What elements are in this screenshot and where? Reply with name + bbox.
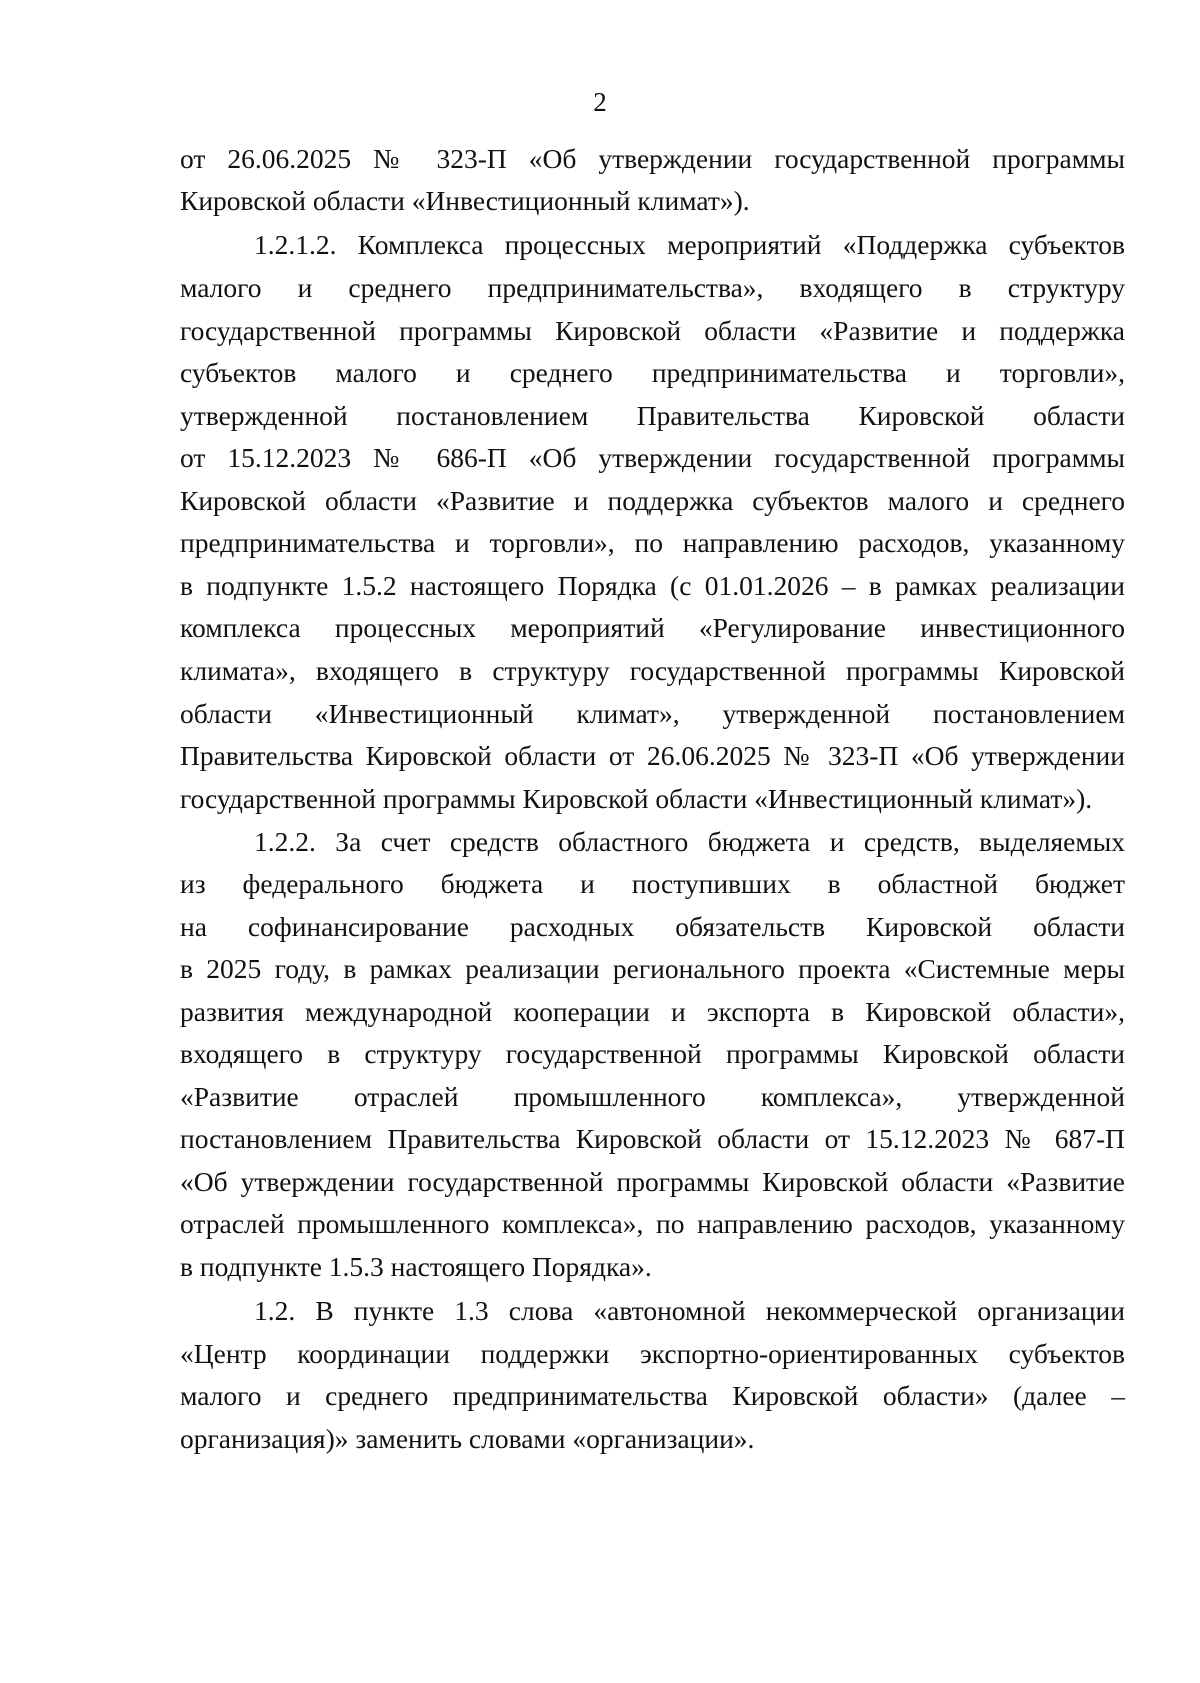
text-line: «Об утверждении государственной программы Кировской области «Развитие	[180, 1166, 1125, 1197]
text-line: организация)» заменить словами «организации».	[180, 1423, 755, 1454]
text-line: предпринимательства и торговли», по направлению расходов, указанному	[180, 527, 1125, 558]
text-line: малого и среднего предпринимательства Кировской области» (далее –	[180, 1380, 1125, 1411]
text-line: Кировской области «Инвестиционный климат»).	[180, 185, 750, 216]
text-line: «Центр координации поддержки экспортно-ориентированных субъектов	[180, 1338, 1125, 1369]
text-line: утвержденной постановлением Правительства Кировской области	[180, 400, 1125, 431]
text-line: в подпункте 1.5.2 настоящего Порядка (с 01.01.2026 – в рамках реализации	[180, 570, 1125, 601]
text-line: Правительства Кировской области от 26.06.2025 № 323-П «Об утверждении	[180, 740, 1125, 771]
text-line: субъектов малого и среднего предпринимательства и торговли»,	[180, 357, 1125, 388]
text-line: климата», входящего в структуру государственной программы Кировской	[180, 655, 1125, 686]
text-line: в подпункте 1.5.3 настоящего Порядка».	[180, 1251, 652, 1282]
text-line: Кировской области «Развитие и поддержка субъектов малого и среднего	[180, 485, 1125, 516]
text-line: 1.2. В пункте 1.3 слова «автономной некоммерческой организации	[254, 1295, 1125, 1326]
text-line: входящего в структуру государственной программы Кировской области	[180, 1038, 1125, 1069]
text-line: малого и среднего предпринимательства», входящего в структуру	[180, 272, 1125, 303]
text-line: в 2025 году, в рамках реализации регионального проекта «Системные меры	[180, 953, 1125, 984]
text-line: области «Инвестиционный климат», утвержденной постановлением	[180, 698, 1125, 729]
text-line: от 15.12.2023 № 686-П «Об утверждении государственной программы	[180, 442, 1125, 473]
text-line: государственной программы Кировской области «Инвестиционный климат»).	[180, 783, 1093, 814]
text-line: 1.2.2. За счет средств областного бюджета и средств, выделяемых	[254, 826, 1125, 857]
text-line: развития международной кооперации и экспорта в Кировской области»,	[180, 996, 1125, 1027]
text-line: из федерального бюджета и поступивших в областной бюджет	[180, 868, 1125, 899]
text-line: государственной программы Кировской области «Развитие и поддержка	[180, 315, 1125, 346]
text-line: «Развитие отраслей промышленного комплекса», утвержденной	[180, 1081, 1125, 1112]
text-line: от 26.06.2025 № 323-П «Об утверждении государственной программы	[180, 143, 1125, 174]
text-line: постановлением Правительства Кировской области от 15.12.2023 № 687-П	[180, 1123, 1125, 1154]
page-number: 2	[593, 87, 607, 117]
text-line: 1.2.1.2. Комплекса процессных мероприятий «Поддержка субъектов	[254, 229, 1125, 260]
text-line: отраслей промышленного комплекса», по направлению расходов, указанному	[180, 1208, 1125, 1239]
text-line: комплекса процессных мероприятий «Регулирование инвестиционного	[180, 612, 1125, 643]
text-line: на софинансирование расходных обязательств Кировской области	[180, 911, 1125, 942]
